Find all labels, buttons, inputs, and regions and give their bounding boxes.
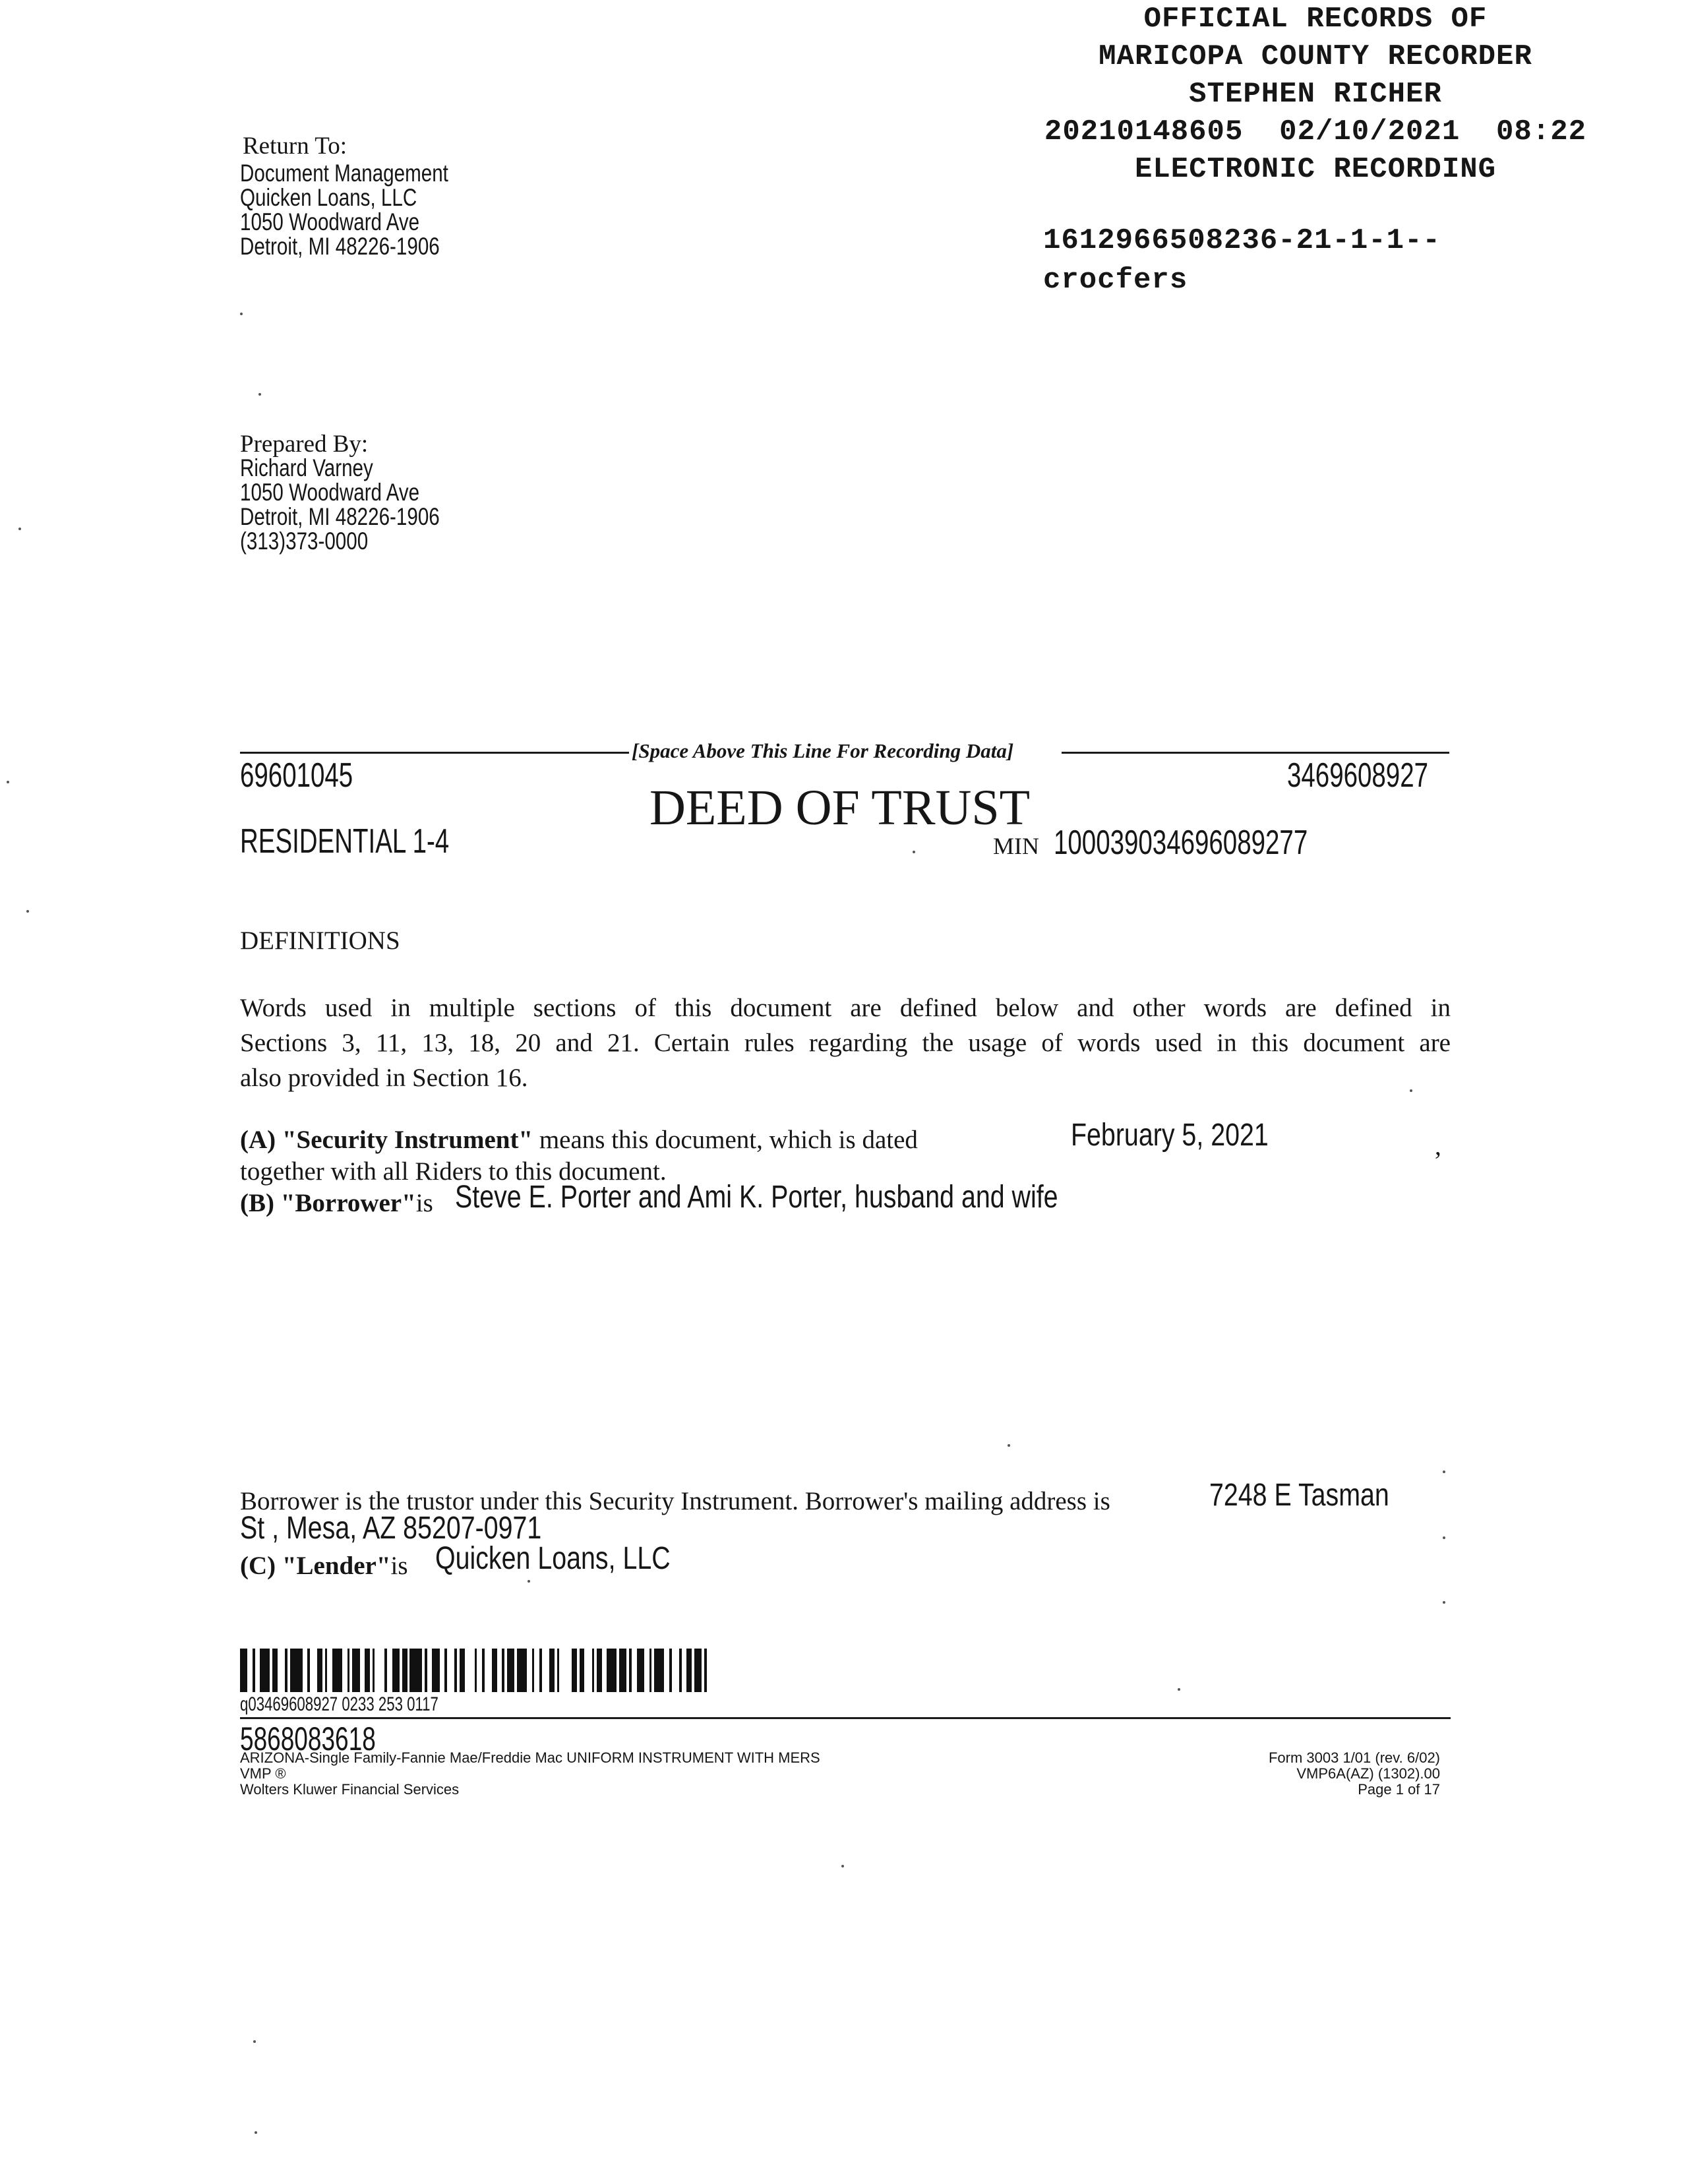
barcode-image [240,1649,712,1692]
stamp-line-6: 1612966508236-21-1-1-- [1043,224,1441,257]
return-to-heading: Return To: [243,133,347,160]
scan-speck [1008,1444,1010,1447]
lender-name: Quicken Loans, LLC [435,1541,671,1576]
definition-b-is: is [415,1189,433,1217]
scan-speck [1443,1536,1445,1539]
mailing-address-line-1: 7248 E Tasman [1209,1478,1389,1513]
definition-b-term: "Borrower" [280,1189,416,1217]
scan-speck [1443,1601,1445,1604]
min-label: MIN [993,833,1039,859]
definition-c [240,1548,408,1583]
scan-speck [255,2131,257,2134]
definition-b [240,1186,433,1221]
scan-speck [7,781,9,783]
prepared-by-line: 1050 Woodward Ave [240,479,420,506]
definitions-intro-line-1: Words used in multiple sections of this document are defined below and other words are defined in [240,994,1451,1022]
stamp-line-2: MARICOPA COUNTY RECORDER [1099,40,1532,73]
form-code: VMP6A(AZ) (1302).00 [1296,1765,1440,1782]
barcode-text: q03469608927 0233 253 0117 [240,1693,438,1715]
space-above-note: [Space Above This Line For Recording Data] [632,739,1014,762]
recording-line-right [1062,752,1449,754]
stamp-line-5: ELECTRONIC RECORDING [1134,153,1497,186]
trustor-statement: Borrower is the trustor under this Security Instrument. Borrower's mailing address is [240,1487,1110,1515]
definition-a [240,1122,918,1157]
prepared-by-line: Richard Varney [240,454,373,481]
footer-rule [240,1717,1451,1719]
definition-a-term: "Security Instrument" [282,1126,533,1154]
vmp-mark: VMP ® [240,1765,286,1782]
loan-number-left: 69601045 [240,756,353,795]
definition-b-label: (B) [240,1189,281,1217]
return-to-line: Detroit, MI 48226-1906 [240,233,440,260]
document-title: DEED OF TRUST [649,780,1031,835]
stamp-line-1: OFFICIAL RECORDS OF [1143,3,1488,36]
publisher: Wolters Kluwer Financial Services [240,1781,460,1798]
security-instrument-date: February 5, 2021 [1071,1118,1269,1153]
form-number: Form 3003 1/01 (rev. 6/02) [1268,1749,1440,1766]
definition-a-label: (A) [240,1126,282,1154]
form-description: ARIZONA-Single Family-Fannie Mae/Freddie Mac UNIFORM INSTRUMENT WITH MERS [240,1749,820,1766]
stamp-line-4: 20210148605 02/10/2021 08:22 [1044,115,1587,148]
definition-c-is: is [390,1552,408,1580]
definition-a-comma: , [1435,1132,1441,1161]
prepared-by-line: (313)373-0000 [240,528,369,555]
min-number: 100039034696089277 [1054,824,1308,862]
scan-speck [1443,1471,1445,1473]
scan-speck [18,528,21,530]
scan-speck [1178,1688,1180,1691]
recording-line-left [240,752,629,754]
return-to-line: Document Management [240,160,448,187]
document-number: 5868083618 [240,1720,376,1757]
borrower-names: Steve E. Porter and Ami K. Porter, husband and wife [455,1180,1058,1215]
stamp-line-7: crocfers [1043,264,1188,297]
scan-speck [240,313,243,315]
scan-speck [841,1865,844,1867]
definition-c-term: "Lender" [282,1552,391,1580]
definitions-intro-line-3: also provided in Section 16. [240,1064,528,1092]
prepared-by-heading: Prepared By: [240,431,369,458]
prepared-by-line: Detroit, MI 48226-1906 [240,503,440,530]
property-type: RESIDENTIAL 1-4 [240,822,450,861]
stamp-line-3: STEPHEN RICHER [1189,78,1442,111]
loan-number-right: 3469608927 [1287,756,1429,795]
scan-speck [528,1580,530,1583]
definition-a-text-2: together with all Riders to this document. [240,1157,667,1186]
definitions-heading: DEFINITIONS [240,926,400,955]
scan-speck [1410,1089,1412,1092]
mailing-address-line-2: St , Mesa, AZ 85207-0971 [240,1511,542,1546]
return-to-line: Quicken Loans, LLC [240,184,417,211]
scan-speck [258,393,261,396]
definition-c-label: (C) [240,1552,282,1580]
scan-speck [253,2040,256,2043]
page-number: Page 1 of 17 [1358,1781,1440,1798]
definition-a-text: means this document, which is dated [533,1126,918,1154]
return-to-line: 1050 Woodward Ave [240,208,420,235]
scan-speck [913,851,915,853]
scan-speck [26,910,29,913]
definitions-intro-line-2: Sections 3, 11, 13, 18, 20 and 21. Certain rules regarding the usage of words used in this document are [240,1029,1451,1057]
